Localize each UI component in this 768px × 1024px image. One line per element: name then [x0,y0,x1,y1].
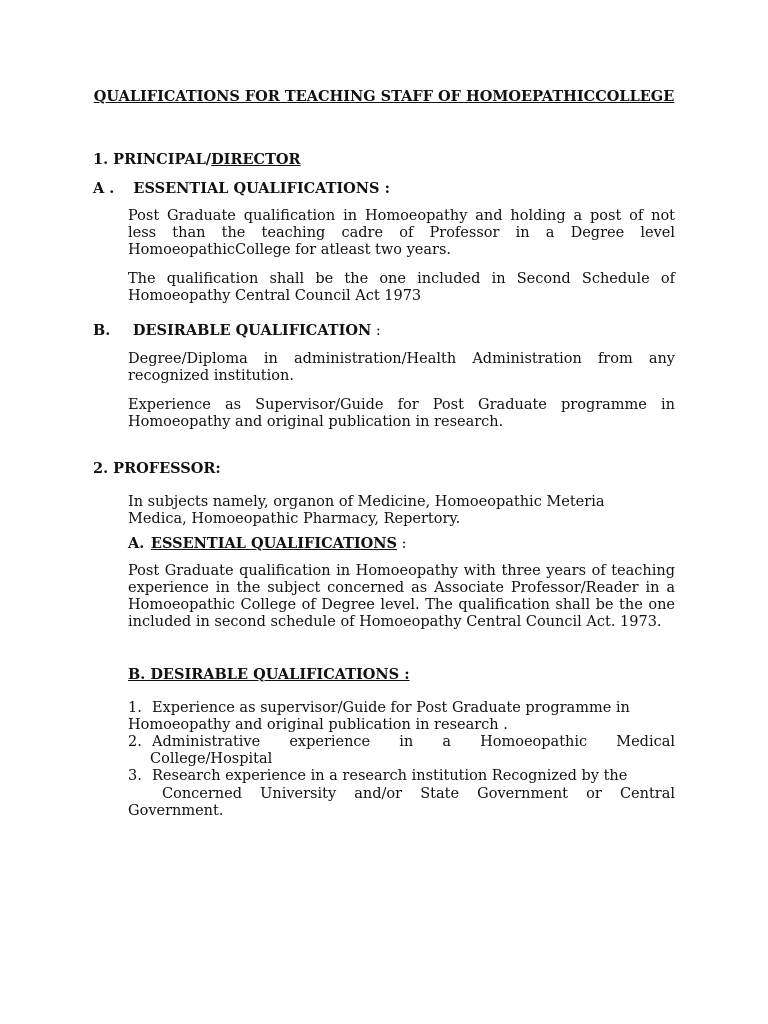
section-1b-colon: : [371,323,381,339]
list-item-continuation: Government. [128,803,224,819]
section-1-heading-prefix: 1. PRINCIPAL/ [93,151,212,168]
section-1b-paragraph-2: Experience as Supervisor/Guide for Post Graduate programme in Homoeopathy and original publication in research. [128,397,675,430]
list-item-continuation: College/Hospital [150,751,273,767]
section-1a-paragraph-2: The qualification shall be the one included in Second Schedule of Homoeopathy Central Council Act 1973 [128,271,675,304]
list-item-line: Experience as supervisor/Guide for Post Graduate programme in [152,700,630,716]
list-item-number: 2. [128,734,142,750]
section-2a-title: ESSENTIAL QUALIFICATIONS [150,535,398,552]
list-item [128,700,630,717]
section-2a-heading [128,535,407,553]
section-1a-heading [93,180,390,197]
section-2a-colon: : [397,536,407,552]
section-1b-heading [93,322,381,340]
list-item-line: Research experience in a research institution Recognized by the [152,768,628,784]
section-2b-heading: B. DESIRABLE QUALIFICATIONS : [128,666,410,683]
section-1-heading-director: DIRECTOR [211,151,301,168]
section-2a-paragraph: Post Graduate qualification in Homoeopathy with three years of teaching experience in the subject concerned as Associate Professor/Reader in a Homoeopathic College of Degree level. The qualification shall be the one included in second schedule of Homoeopathy Central Council Act. 1973. [128,563,675,630]
list-item-line: Administrative experience in a Homoeopathic Medical [152,734,675,750]
list-item [128,768,627,785]
section-2-heading: 2. PROFESSOR: [93,460,221,477]
section-1-heading [93,151,301,168]
section-2-intro-line-2: Medica, Homoeopathic Pharmacy, Repertory. [128,511,461,527]
list-item [128,734,675,751]
section-1b-paragraph-1: Degree/Diploma in administration/Health Administration from any recognized institution. [128,351,675,384]
section-1b-label: B. [93,322,111,339]
section-1a-title: ESSENTIAL QUALIFICATIONS : [133,180,390,197]
list-item-number: 3. [128,768,142,784]
section-1a-label: A . [93,180,115,197]
section-2-intro-line-1: In subjects namely, organon of Medicine, Homoeopathic Meteria [128,494,605,510]
section-2a-label: A. [128,535,145,552]
section-1a-paragraph-1: Post Graduate qualification in Homoeopathy and holding a post of not less than the teaching cadre of Professor in a Degree level HomoeopathicCollege for atleast two years. [128,208,675,258]
list-item-continuation: Concerned University and/or State Government or Central [162,786,675,802]
list-item-number: 1. [128,700,142,716]
list-item-continuation: Homoeopathy and original publication in research . [128,717,508,733]
document-title: QUALIFICATIONS FOR TEACHING STAFF OF HOMOEPATHICCOLLEGE [93,88,675,105]
section-1b-title: DESIRABLE QUALIFICATION [132,322,372,339]
